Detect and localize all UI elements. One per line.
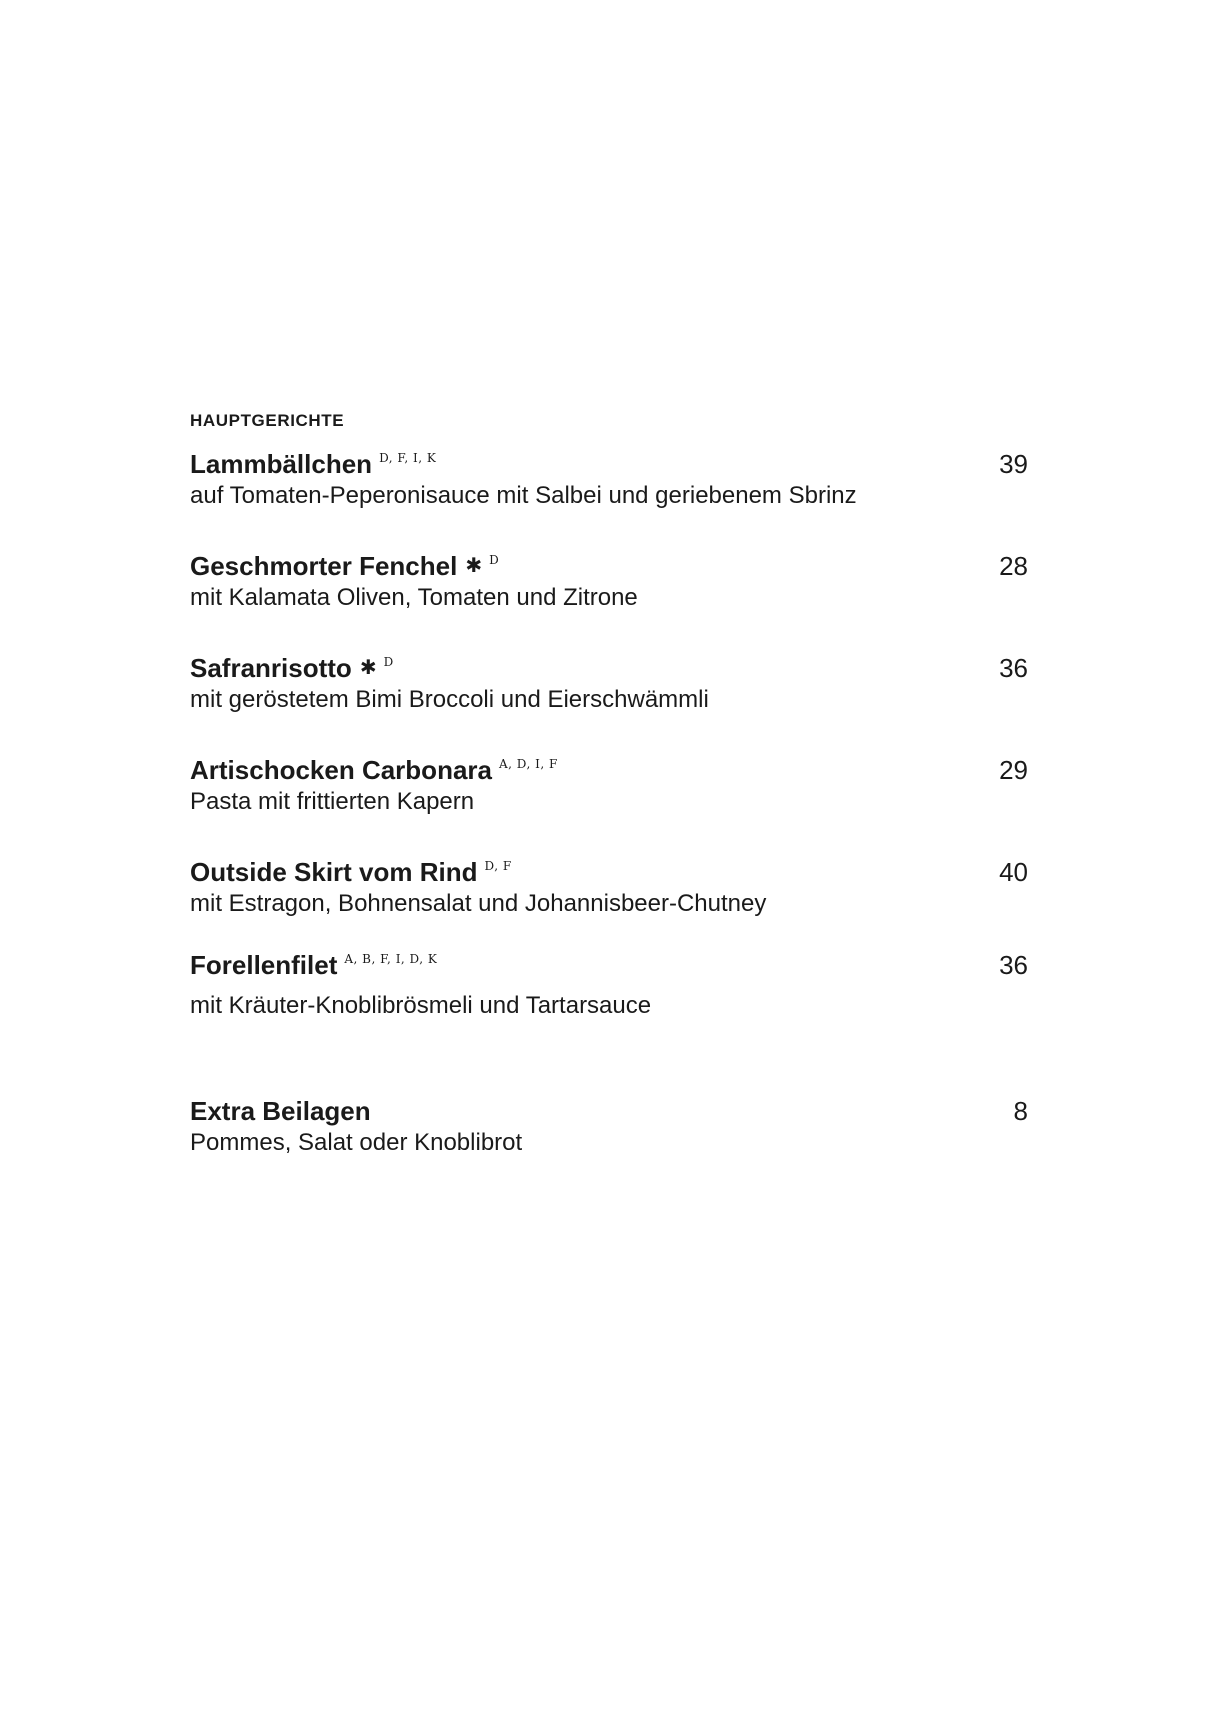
- dish-header: [190, 652, 1028, 685]
- dish-header: [190, 754, 1028, 787]
- dish-header: [190, 448, 1028, 481]
- allergen-codes: D, F, I, K: [379, 451, 437, 465]
- dish-description: mit geröstetem Bimi Broccoli und Eierschwämmli: [190, 686, 709, 713]
- menu-item-safranrisotto: [190, 652, 1028, 715]
- dish-price: 39: [999, 449, 1028, 479]
- dish-name: Forellenfilet: [190, 950, 338, 980]
- dish-header: [190, 550, 1028, 583]
- dish-price: 36: [999, 653, 1028, 683]
- menu-item-lammbaellchen: [190, 448, 1028, 511]
- dish-name: Extra Beilagen: [190, 1096, 371, 1126]
- dish-price: 29: [999, 755, 1028, 785]
- dish-description: auf Tomaten-Peperonisauce mit Salbei und geriebenem Sbrinz: [190, 482, 857, 509]
- section-title: HAUPTGERICHTE: [190, 411, 345, 430]
- menu-item-artischocken-carbonara: [190, 754, 1028, 817]
- dish-price: 8: [1013, 1096, 1028, 1126]
- dish-description: mit Kalamata Oliven, Tomaten und Zitrone: [190, 584, 638, 611]
- dish-price: 36: [999, 950, 1028, 980]
- menu-item-extra-beilagen: [190, 1095, 1028, 1158]
- dish-description: Pommes, Salat oder Knoblibrot: [190, 1129, 523, 1156]
- dish-price: 40: [999, 857, 1028, 887]
- dish-description: mit Estragon, Bohnensalat und Johannisbeer-Chutney: [190, 890, 767, 917]
- vegetarian-asterisk-icon: ✱: [465, 555, 483, 577]
- menu-card: [190, 410, 1028, 1197]
- allergen-codes: D: [489, 553, 500, 567]
- menu-item-outside-skirt: [190, 856, 1028, 919]
- allergen-codes: A, D, I, F: [498, 757, 558, 771]
- dish-name: Artischocken Carbonara: [190, 755, 492, 785]
- dish-name: Lammbällchen: [190, 449, 373, 479]
- menu-item-forellenfilet: [190, 949, 1028, 1021]
- dish-header: [190, 1095, 1028, 1128]
- allergen-codes: A, B, F, I, D, K: [344, 952, 438, 966]
- dish-name: Geschmorter Fenchel: [190, 551, 458, 581]
- vegetarian-asterisk-icon: ✱: [359, 657, 377, 679]
- dish-header: [190, 949, 1028, 982]
- dish-description: mit Kräuter-Knoblibrösmeli und Tartarsauce: [190, 992, 652, 1019]
- dish-name: Outside Skirt vom Rind: [190, 857, 478, 887]
- menu-item-geschmorter-fenchel: [190, 550, 1028, 613]
- dish-name: Safranrisotto: [190, 653, 352, 683]
- allergen-codes: D, F: [484, 859, 512, 873]
- dish-header: [190, 856, 1028, 889]
- allergen-codes: D: [383, 655, 394, 669]
- dish-price: 28: [999, 551, 1028, 581]
- dish-description: Pasta mit frittierten Kapern: [190, 788, 475, 815]
